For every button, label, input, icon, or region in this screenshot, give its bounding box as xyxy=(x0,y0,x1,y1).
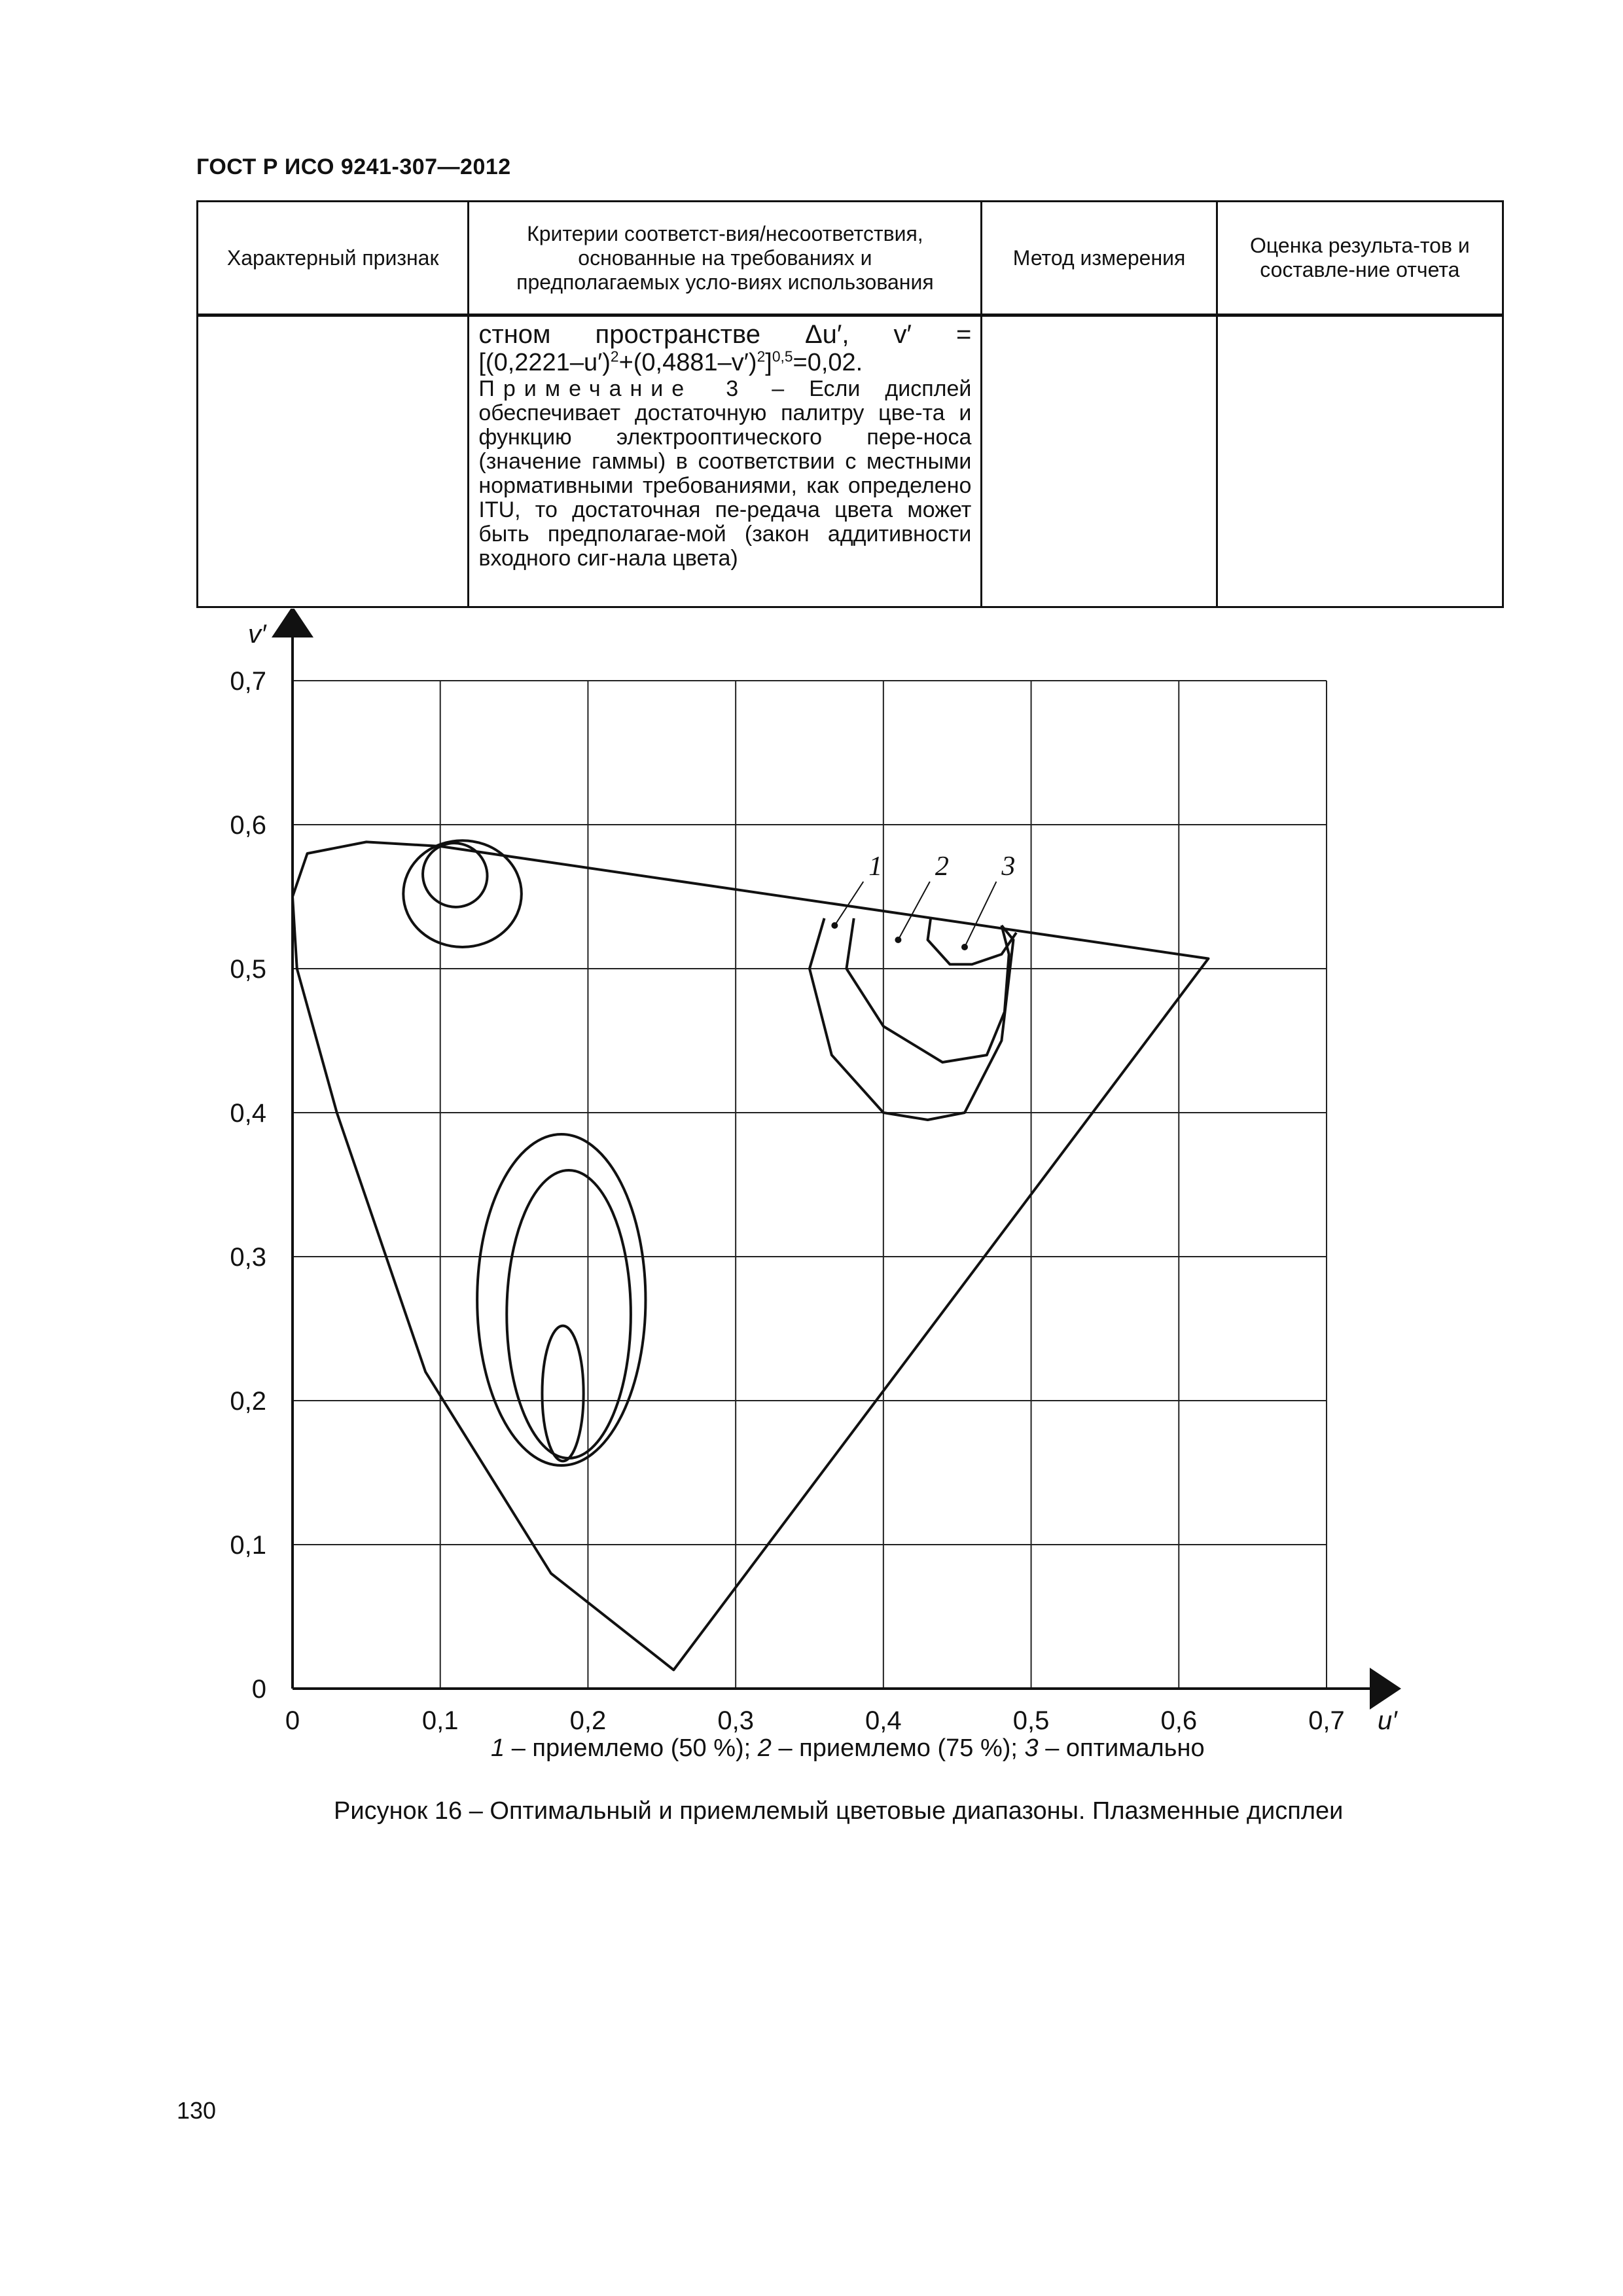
blue-contour-2 xyxy=(507,1170,631,1458)
figure-caption: Рисунок 16 – Оптимальный и приемлемый цветовые диапазоны. Плазменные дисплеи xyxy=(334,1797,1344,1825)
x-tick-label: 0,5 xyxy=(1012,1706,1050,1735)
cell-criteria xyxy=(469,315,982,607)
green-contour-1 xyxy=(403,840,522,947)
curve-label-leader xyxy=(965,882,996,947)
x-axis-label: u′ xyxy=(1378,1706,1397,1735)
red-contour-1 xyxy=(810,918,1013,1120)
note-3 xyxy=(478,377,971,571)
tick-labels xyxy=(230,620,1398,1735)
blue-contour-1 xyxy=(477,1134,645,1465)
table-header-row xyxy=(198,202,1503,315)
curve-label-dot xyxy=(831,922,838,929)
y-tick-label: 0,6 xyxy=(230,811,266,840)
chromaticity-diagram xyxy=(196,609,1440,1761)
cell-feature xyxy=(198,315,469,607)
page-number: 130 xyxy=(177,2097,217,2124)
curve-label-leader xyxy=(898,882,929,940)
x-tick-label: 0,3 xyxy=(717,1706,754,1735)
document-header: ГОСТ Р ИСО 9241-307—2012 xyxy=(196,154,511,179)
x-tick-label: 0 xyxy=(285,1706,300,1735)
gamut-triangle xyxy=(293,842,1208,1670)
header-method: Метод измерения xyxy=(982,202,1217,315)
curve-label-dot xyxy=(961,944,968,950)
header-feature: Характерный признак xyxy=(198,202,469,315)
header-assessment: Оценка результа-тов и составле-ние отчета xyxy=(1217,202,1503,315)
x-tick-label: 0,4 xyxy=(865,1706,902,1735)
curve-label: 3 xyxy=(1001,852,1016,882)
criteria-formula: $[(0,2221-u')^2+(0,4881-v')^2]^{0,5}=0,02$. xyxy=(478,348,863,376)
x-tick-label: 0,6 xyxy=(1160,1706,1198,1735)
y-tick-label: 0,4 xyxy=(230,1099,266,1128)
x-tick-label: 0,1 xyxy=(421,1706,459,1735)
note-label: Примечание 3 xyxy=(478,376,747,401)
x-tick-label: 0,2 xyxy=(569,1706,607,1735)
grid xyxy=(293,681,1327,1689)
x-tick-label: 0,7 xyxy=(1308,1706,1345,1735)
y-tick-label: 0 xyxy=(251,1675,266,1704)
axes xyxy=(293,622,1385,1689)
note-text: – Если дисплей обеспечивает достаточную палитру цве-та и функцию электрооптического пере-носа (значение гаммы) в соответствии с местными нормативными требованиями, как определено ITU, то достаточная пе-редача цвета может быть предполагае-мой (закон аддитивности входного сиг-нала цвета) xyxy=(478,376,972,571)
curve-label: 2 xyxy=(935,852,949,882)
criteria-table xyxy=(196,200,1504,608)
cell-assessment xyxy=(1217,315,1503,607)
y-tick-label: 0,1 xyxy=(230,1531,266,1560)
blue-contour-3 xyxy=(542,1326,583,1462)
y-tick-label: 0,7 xyxy=(230,667,266,696)
y-tick-label: 0,3 xyxy=(230,1243,266,1272)
curve-label-dot xyxy=(895,937,901,943)
y-tick-label: 0,2 xyxy=(230,1387,266,1416)
figure-legend: 1 – приемлемо (50 %); 2 – приемлемо (75 %); 3 – оптимально xyxy=(491,1734,1205,1762)
y-tick-label: 0,5 xyxy=(230,955,266,984)
criteria-line-1: стном пространстве Δu′, v′ = xyxy=(478,320,972,349)
header-criteria: Критерии соответст-вия/несоответствия, основанные на требованиях и предполагаемых усло-виях использования xyxy=(469,202,982,315)
curve-label: 1 xyxy=(868,852,883,882)
cell-method xyxy=(982,315,1217,607)
y-axis-label: v′ xyxy=(248,620,266,649)
table-row xyxy=(198,315,1503,607)
